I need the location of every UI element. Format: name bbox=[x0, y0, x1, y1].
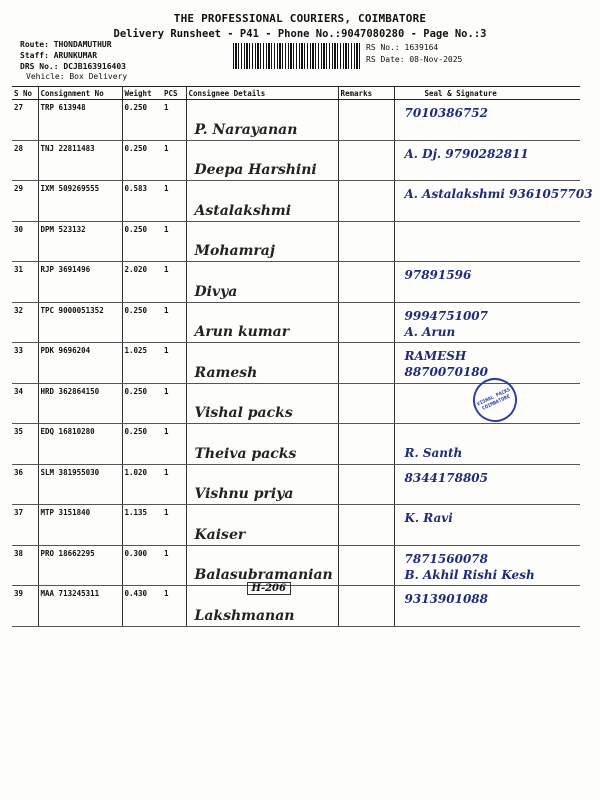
table-row bbox=[12, 586, 580, 627]
consignee-handwriting: Mohamraj bbox=[194, 243, 275, 259]
page-title: THE PROFESSIONAL COURIERS, COIMBATORE bbox=[173, 12, 427, 25]
row-sno: 37 bbox=[12, 505, 38, 546]
consignee-handwriting: Vishnu priya bbox=[194, 486, 294, 502]
row-consignee bbox=[186, 505, 338, 546]
row-pcs: 1 bbox=[162, 505, 186, 546]
route-label: Route: THONDAMUTHUR bbox=[20, 40, 112, 49]
col-header-weight: Weight bbox=[122, 87, 162, 100]
row-seal-signature bbox=[394, 140, 580, 181]
row-seal-signature bbox=[394, 586, 580, 627]
row-consignee bbox=[186, 464, 338, 505]
consignee-handwriting: Kaiser bbox=[194, 526, 246, 543]
row-sno: 35 bbox=[12, 424, 38, 465]
row-consignee bbox=[186, 424, 338, 465]
row-pcs: 1 bbox=[162, 100, 186, 141]
row-seal-signature bbox=[394, 181, 593, 222]
runsheet-table bbox=[12, 86, 593, 627]
consignee-handwriting: Balasubramanian bbox=[194, 567, 333, 583]
signature-handwriting: 7010386752 bbox=[404, 106, 488, 120]
row-seal-signature bbox=[394, 383, 580, 424]
signature-handwriting: A. Dj. 9790282811 bbox=[404, 146, 529, 161]
rs-date: RS Date: 08-Nov-2025 bbox=[366, 55, 463, 64]
row-pcs: 1 bbox=[162, 140, 186, 181]
col-header-pcs: PCS bbox=[162, 87, 186, 100]
row-sno: 36 bbox=[12, 464, 38, 505]
row-remarks bbox=[338, 464, 394, 505]
row-consignment-no: PDK 9696204 bbox=[38, 343, 122, 384]
row-sno: 32 bbox=[12, 302, 38, 343]
row-weight: 0.300 bbox=[122, 545, 162, 586]
table-row bbox=[12, 221, 580, 262]
row-sno: 31 bbox=[12, 262, 38, 303]
row-consignee bbox=[186, 302, 338, 343]
signature-handwriting: A. Astalakshmi 9361057703 bbox=[404, 187, 593, 201]
row-sno: 30 bbox=[12, 221, 38, 262]
signature-handwriting: 9994751007 bbox=[404, 308, 488, 323]
row-seal-signature bbox=[394, 100, 580, 141]
row-weight: 0.250 bbox=[122, 100, 162, 141]
row-seal-signature bbox=[394, 302, 580, 343]
table-row bbox=[12, 181, 580, 222]
row-consignee bbox=[186, 140, 338, 181]
table-row bbox=[12, 464, 580, 505]
row-consignment-no: MAA 713245311 bbox=[38, 586, 122, 627]
signature-handwriting: 8344178805 bbox=[404, 470, 488, 485]
row-seal-signature bbox=[394, 545, 580, 586]
col-header-signature: Seal & Signature bbox=[394, 87, 580, 100]
row-consignee bbox=[186, 221, 338, 262]
consignee-handwriting: Ramesh bbox=[194, 364, 258, 381]
row-consignee bbox=[186, 583, 338, 627]
row-remarks bbox=[338, 100, 394, 141]
row-consignee bbox=[186, 343, 338, 384]
row-pcs: 1 bbox=[162, 424, 186, 465]
row-consignment-no: EDQ 16810280 bbox=[38, 424, 122, 465]
row-weight: 0.250 bbox=[122, 424, 162, 465]
row-pcs: 1 bbox=[162, 221, 186, 262]
row-weight: 0.583 bbox=[122, 181, 162, 222]
row-remarks bbox=[338, 140, 394, 181]
row-remarks bbox=[338, 221, 394, 262]
row-weight: 0.430 bbox=[122, 586, 162, 627]
row-consignment-no: RJP 3691496 bbox=[38, 262, 122, 303]
row-consignee bbox=[186, 545, 338, 586]
row-seal-signature bbox=[394, 262, 580, 303]
consignee-handwriting: Astalakshmi bbox=[194, 202, 292, 219]
consignee-handwriting: Divya bbox=[194, 283, 238, 300]
table-row bbox=[12, 505, 580, 546]
row-pcs: 1 bbox=[162, 383, 186, 424]
row-weight: 2.020 bbox=[122, 262, 162, 303]
row-consignment-no: DPM 523132 bbox=[38, 221, 122, 262]
row-sno: 29 bbox=[12, 181, 38, 222]
row-remarks bbox=[338, 586, 394, 627]
row-consignment-no: IXM 509269555 bbox=[38, 181, 122, 222]
col-header-consignment: Consignment No bbox=[38, 87, 122, 100]
vehicle-label: Vehicle: Box Delivery bbox=[26, 72, 128, 81]
consignee-handwriting: P. Narayanan bbox=[194, 121, 298, 138]
row-pcs: 1 bbox=[162, 302, 186, 343]
table-row bbox=[12, 383, 580, 424]
col-header-consignee: Consignee Details bbox=[186, 87, 338, 100]
row-pcs: 1 bbox=[162, 545, 186, 586]
rs-number: RS No.: 1639164 bbox=[366, 43, 439, 52]
row-remarks bbox=[338, 181, 394, 222]
row-remarks bbox=[338, 545, 394, 586]
signature-handwriting: K. Ravi bbox=[404, 511, 453, 525]
row-pcs: 1 bbox=[162, 181, 186, 222]
barcode bbox=[233, 43, 360, 69]
col-header-sno: S No bbox=[12, 87, 38, 100]
consignee-handwriting: Theiva packs bbox=[194, 445, 297, 462]
row-remarks bbox=[338, 343, 394, 384]
row-consignment-no: TPC 9000051352 bbox=[38, 302, 122, 343]
row-seal-signature bbox=[394, 424, 580, 465]
row-sno: 39 bbox=[12, 586, 38, 627]
row-seal-signature bbox=[394, 343, 580, 384]
row-seal-signature bbox=[394, 221, 580, 262]
row-remarks bbox=[338, 302, 394, 343]
signature-handwriting: 7871560078 bbox=[404, 551, 488, 566]
row-weight: 1.020 bbox=[122, 464, 162, 505]
drs-label: DRS No.: DCJB163916403 bbox=[20, 62, 126, 71]
row-remarks bbox=[338, 505, 394, 546]
row-sno: 28 bbox=[12, 140, 38, 181]
row-sno: 27 bbox=[12, 100, 38, 141]
signature-extra: A. Arun bbox=[404, 324, 456, 339]
row-consignee bbox=[186, 100, 338, 141]
company-seal-stamp: VISHAL PACKS COIMBATORE bbox=[465, 370, 523, 428]
row-sno: 34 bbox=[12, 383, 38, 424]
table-row bbox=[12, 545, 580, 586]
row-remarks bbox=[338, 424, 394, 465]
row-sno: 33 bbox=[12, 343, 38, 384]
staff-label: Staff: ARUNKUMAR bbox=[20, 51, 98, 60]
row-consignee bbox=[186, 262, 338, 303]
row-consignment-no: PRO 18662295 bbox=[38, 545, 122, 586]
signature-handwriting: 97891596 bbox=[404, 268, 472, 282]
table-row bbox=[12, 100, 580, 141]
runsheet-subtitle: Delivery Runsheet - P41 - Phone No.:9047080280 - Page No.:3 bbox=[113, 28, 487, 40]
consignee-handwriting: Lakshmanan bbox=[194, 607, 295, 624]
row-consignment-no: MTP 3151840 bbox=[38, 505, 122, 546]
signature-handwriting: 9313901088 bbox=[404, 592, 488, 606]
row-consignment-no: TRP 613948 bbox=[38, 100, 122, 141]
row-sno: 38 bbox=[12, 545, 38, 586]
row-consignment-no: SLM 381955030 bbox=[38, 464, 122, 505]
table-row bbox=[12, 302, 580, 343]
row-pcs: 1 bbox=[162, 464, 186, 505]
row-pcs: 1 bbox=[162, 262, 186, 303]
consignee-handwriting: Vishal packs bbox=[194, 405, 293, 421]
row-weight: 0.250 bbox=[122, 302, 162, 343]
table-row bbox=[12, 262, 580, 303]
row-seal-signature bbox=[394, 505, 580, 546]
row-pcs: 1 bbox=[162, 586, 186, 627]
table-row bbox=[12, 424, 580, 465]
signature-extra: 8870070180 bbox=[404, 365, 488, 379]
row-weight: 1.025 bbox=[122, 343, 162, 384]
col-header-remarks: Remarks bbox=[338, 87, 394, 100]
table-row bbox=[12, 140, 580, 181]
row-weight: 0.250 bbox=[122, 383, 162, 424]
row-consignee bbox=[186, 383, 338, 424]
row-seal-signature bbox=[394, 464, 580, 505]
signature-handwriting: RAMESH bbox=[404, 349, 467, 363]
row-weight: 1.135 bbox=[122, 505, 162, 546]
row-remarks bbox=[338, 262, 394, 303]
row-consignment-no: HRD 362864150 bbox=[38, 383, 122, 424]
row-remarks bbox=[338, 383, 394, 424]
table-header-row bbox=[12, 87, 580, 100]
consignee-handwriting: Deepa Harshini bbox=[194, 162, 317, 178]
row-pcs: 1 bbox=[162, 343, 186, 384]
row-weight: 0.250 bbox=[122, 140, 162, 181]
signature-extra: R. Santh bbox=[404, 446, 463, 460]
row-weight: 0.250 bbox=[122, 221, 162, 262]
consignee-handwriting: Arun kumar bbox=[194, 324, 290, 340]
row-consignee bbox=[186, 181, 338, 222]
row-consignment-no: TNJ 22811483 bbox=[38, 140, 122, 181]
room-number-note: H-206 bbox=[247, 582, 291, 595]
signature-extra: B. Akhil Rishi Kesh bbox=[404, 567, 535, 582]
